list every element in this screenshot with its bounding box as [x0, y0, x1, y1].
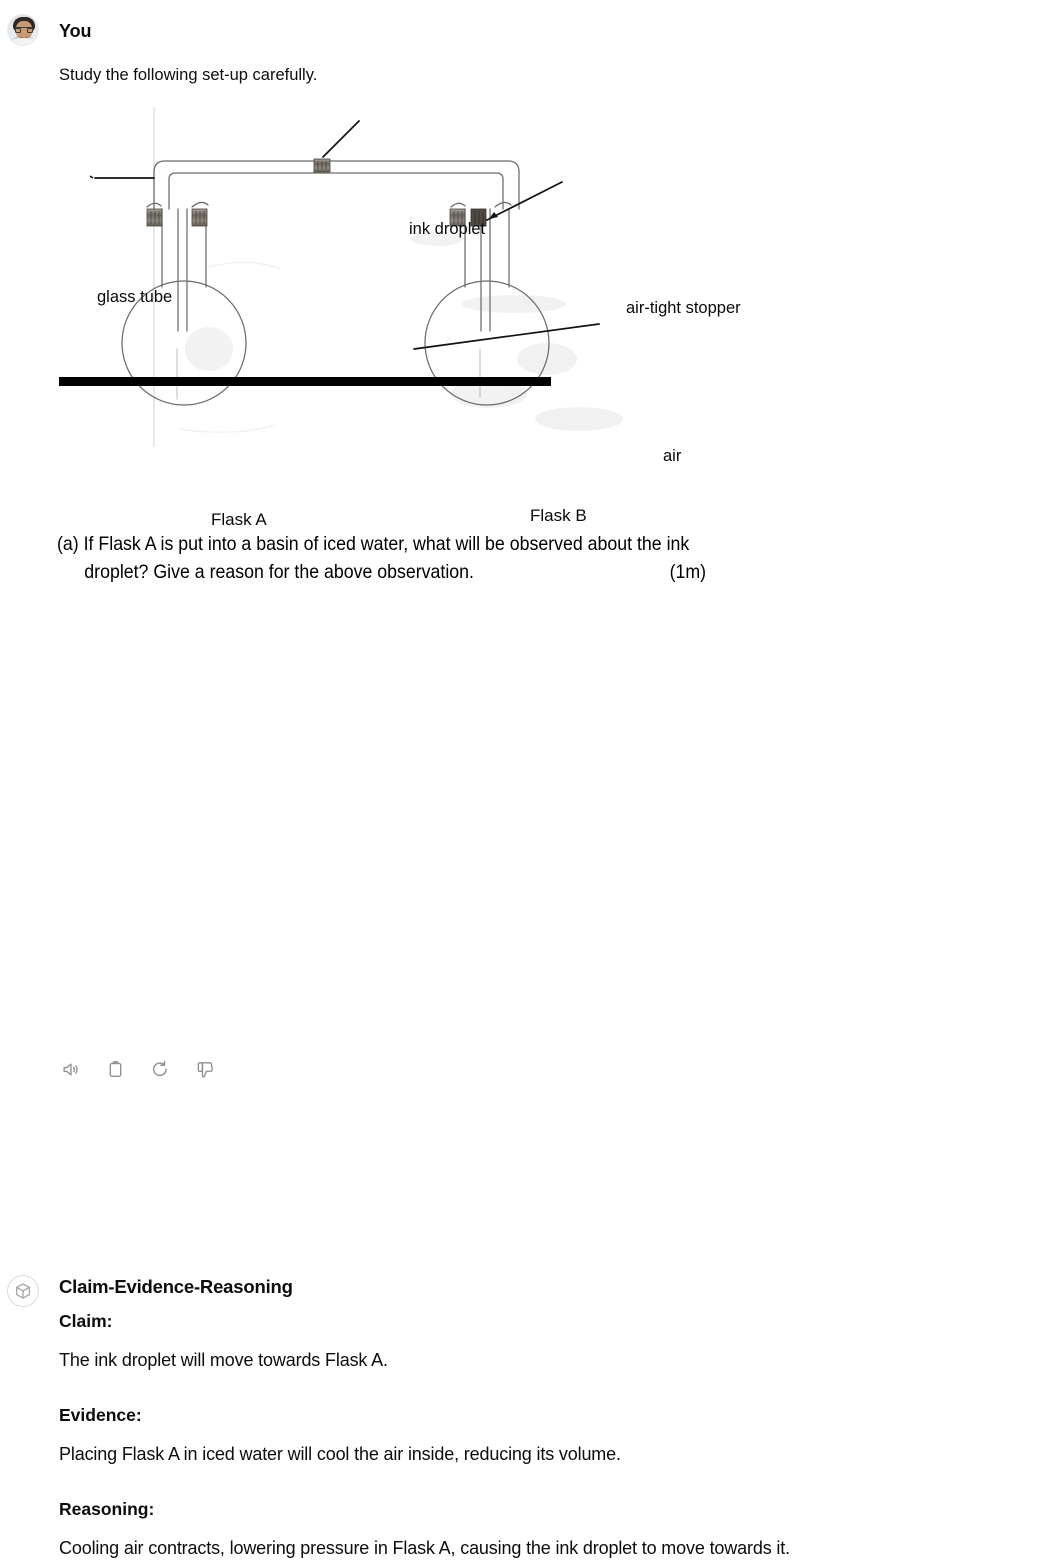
- diagram-label-ink-droplet: ink droplet: [409, 220, 486, 238]
- question-line-2: [57, 558, 776, 586]
- section-claim: [59, 1309, 1054, 1373]
- regenerate-button[interactable]: [147, 1056, 173, 1082]
- cube-icon: [7, 1275, 39, 1307]
- user-intro-text: Study the following set-up carefully.: [59, 66, 318, 84]
- user-message: [0, 0, 1056, 87]
- section-evidence: [59, 1403, 1054, 1467]
- assistant-avatar: [7, 1275, 39, 1307]
- thumbs-down-icon: [196, 1060, 215, 1079]
- diagram-label-airtight-stopper: air-tight stopper: [626, 299, 741, 317]
- flask-setup-drawing: [59, 99, 959, 569]
- section-evidence-heading: Evidence:: [59, 1405, 142, 1425]
- section-claim-heading: Claim:: [59, 1311, 113, 1331]
- section-reasoning: [59, 1497, 1054, 1561]
- assistant-message-body: [59, 1275, 1054, 1561]
- diagram-label-flask-b: Flask B: [530, 506, 587, 525]
- user-avatar: [7, 14, 39, 46]
- user-message-body: [59, 0, 1056, 87]
- leader-lines: [95, 121, 599, 349]
- diagram-label-glass-tube: glass tube: [97, 288, 173, 306]
- assistant-title: Claim-Evidence-Reasoning: [59, 1276, 293, 1297]
- user-author-name: You: [59, 21, 92, 41]
- diagram-label-air: air: [663, 447, 682, 465]
- message-action-bar: [57, 1056, 218, 1082]
- dislike-button[interactable]: [192, 1056, 218, 1082]
- question-line-2-text: droplet? Give a reason for the above observation.: [84, 561, 474, 583]
- bench-surface: [59, 377, 551, 386]
- diagram-label-flask-a: Flask A: [211, 510, 267, 529]
- user-photo-avatar: [7, 14, 39, 46]
- speaker-icon: [61, 1060, 80, 1079]
- clipboard-icon: [106, 1060, 125, 1079]
- question-line-1: (a) If Flask A is put into a basin of iced water, what will be observed about the ink: [57, 533, 690, 555]
- section-reasoning-heading: Reasoning:: [59, 1499, 155, 1519]
- section-claim-text: The ink droplet will move towards Flask A.: [59, 1350, 388, 1370]
- question-block: [57, 530, 776, 586]
- ink-droplet-shape: [314, 159, 330, 172]
- read-aloud-button[interactable]: [57, 1056, 83, 1082]
- experiment-diagram: [59, 99, 959, 569]
- copy-button[interactable]: [102, 1056, 128, 1082]
- question-marks: (1m): [669, 561, 707, 583]
- section-evidence-text: Placing Flask A in iced water will cool the air inside, reducing its volume.: [59, 1444, 621, 1464]
- refresh-icon: [150, 1059, 170, 1079]
- section-reasoning-text: Cooling air contracts, lowering pressure in Flask A, causing the ink droplet to move towards it.: [59, 1538, 790, 1558]
